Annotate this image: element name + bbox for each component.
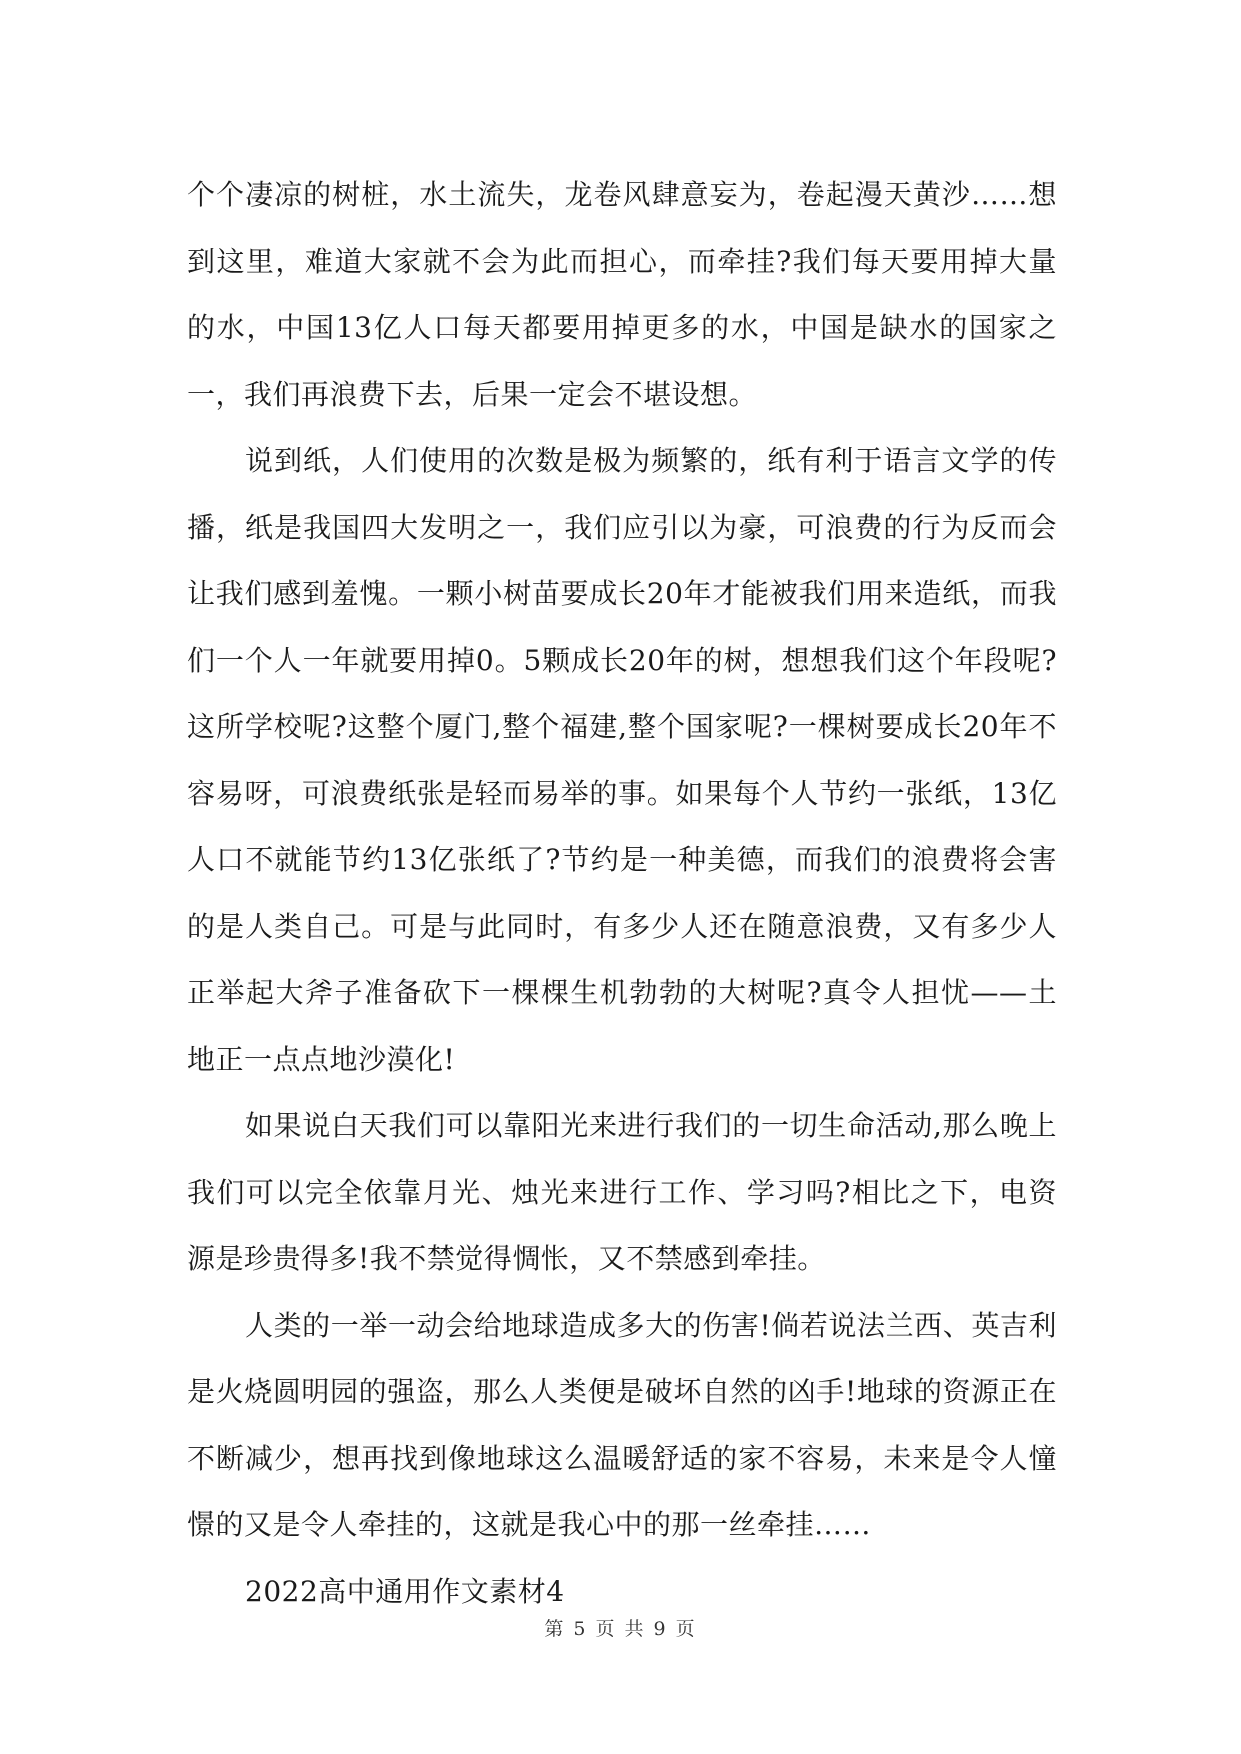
section-heading: 2022高中通用作文素材4 bbox=[245, 1574, 565, 1608]
paragraph-earth: 人类的一举一动会给地球造成多大的伤害!倘若说法兰西、英吉利是火烧圆明园的强盗，那么人类便是破坏自然的凶手!地球的资源正在不断减少，想再找到像地球这么温暖舒适的家不容易，未来是令人憧憬的又是令人牵挂的，这就是我心中的那一丝牵挂…… bbox=[187, 1308, 1057, 1541]
paragraph-continuation: 个个凄凉的树桩，水土流失，龙卷风肆意妄为，卷起漫天黄沙……想到这里，难道大家就不会为此而担心，而牵挂?我们每天要用掉大量的水，中国13亿人口每天都要用掉更多的水，中国是缺水的国家之一，我们再浪费下去，后果一定会不堪设想。 bbox=[187, 178, 1057, 411]
paragraph-paper: 说到纸，人们使用的次数是极为频繁的，纸有利于语言文学的传播，纸是我国四大发明之一，我们应引以为豪，可浪费的行为反而会让我们感到羞愧。一颗小树苗要成长20年才能被我们用来造纸，而我们一个人一年就要用掉0。5颗成长20年的树，想想我们这个年段呢?这所学校呢?这整个厦门,整个福建,整个国家呢?一棵树要成长20年不容易呀，可浪费纸张是轻而易举的事。如果每个人节约一张纸，13亿人口不就能节约13亿张纸了?节约是一种美德，而我们的浪费将会害的是人类自己。可是与此同时，有多少人还在随意浪费，又有多少人正举起大斧子准备砍下一棵棵生机勃勃的大树呢?真令人担忧——土地正一点点地沙漠化! bbox=[187, 444, 1057, 1076]
document-body bbox=[187, 162, 1057, 1625]
paragraph-electricity: 如果说白天我们可以靠阳光来进行我们的一切生命活动,那么晚上我们可以完全依靠月光、烛光来进行工作、学习吗?相比之下，电资源是珍贵得多!我不禁觉得惆怅，又不禁感到牵挂。 bbox=[187, 1109, 1057, 1275]
page-number-footer: 第 5 页 共 9 页 bbox=[544, 1618, 697, 1640]
